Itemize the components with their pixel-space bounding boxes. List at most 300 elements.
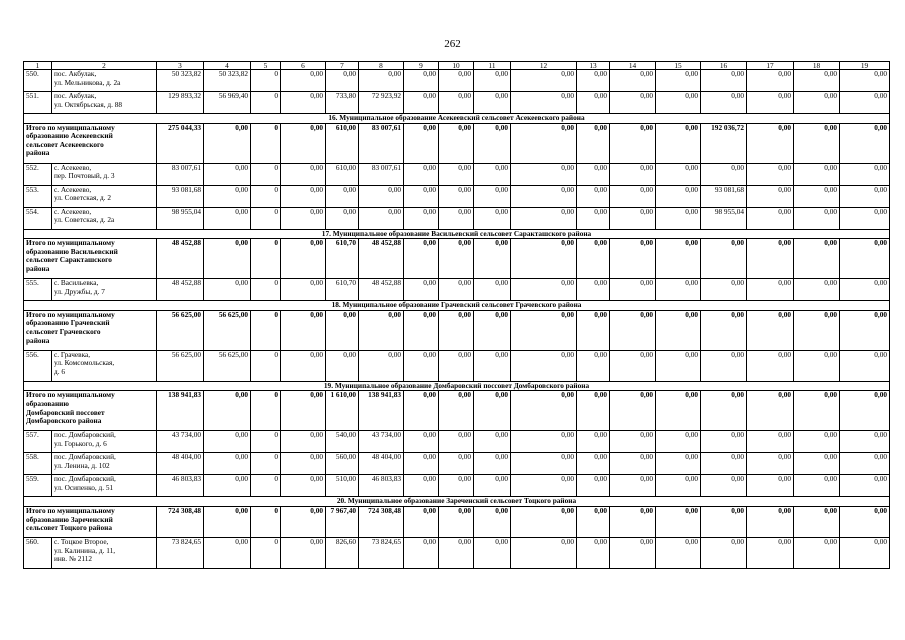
table-row (24, 185, 890, 207)
value-cell-col19: 0,00 (840, 506, 890, 537)
column-number-10: 10 (439, 62, 474, 70)
value-cell-col14: 0,00 (610, 207, 656, 229)
value-cell-col16: 0,00 (701, 163, 747, 185)
value-cell-col16: 0,00 (701, 70, 747, 92)
value-cell-col5: 0 (251, 391, 281, 431)
value-cell-col8: 724 308,48 (359, 506, 404, 537)
value-cell-col12: 0,00 (511, 92, 577, 114)
address-cell (52, 350, 157, 381)
value-cell-col15: 0,00 (656, 279, 701, 301)
value-cell-col8: 138 941,83 (359, 391, 404, 431)
value-cell-col7: 610,70 (326, 239, 359, 279)
register-table-body (24, 62, 890, 569)
value-cell-col14: 0,00 (610, 453, 656, 475)
address-line: Итого по муниципальному (26, 506, 115, 515)
value-cell-col16: 192 036,72 (701, 123, 747, 163)
value-cell-col15: 0,00 (656, 92, 701, 114)
value-cell-col13: 0,00 (577, 350, 610, 381)
value-cell-col16: 0,00 (701, 431, 747, 453)
value-cell-col9: 0,00 (404, 506, 439, 537)
value-cell-col7: 1 610,00 (326, 391, 359, 431)
column-number-16: 16 (701, 62, 747, 70)
value-cell-col7: 610,70 (326, 279, 359, 301)
page-number: 262 (444, 38, 461, 50)
value-cell-col19: 0,00 (840, 310, 890, 350)
address-line: образованию Асекеевский (26, 131, 113, 141)
row-index: 553. (24, 185, 52, 207)
value-cell-col8: 43 734,00 (359, 431, 404, 453)
value-cell-col6: 0,00 (281, 279, 326, 301)
address-line: образованию Васильевский (26, 246, 118, 256)
value-cell-col17: 0,00 (747, 92, 794, 114)
value-cell-col7: 510,00 (326, 475, 359, 497)
address-line: пос. Домбаровский, (54, 430, 116, 440)
value-cell-col8: 0,00 (359, 350, 404, 381)
value-cell-col18: 0,00 (794, 185, 840, 207)
subtotal-row (24, 391, 890, 431)
value-cell-col5: 0 (251, 70, 281, 92)
value-cell-col17: 0,00 (747, 431, 794, 453)
value-cell-col14: 0,00 (610, 185, 656, 207)
value-cell-col18: 0,00 (794, 207, 840, 229)
value-cell-col7: 0,00 (326, 310, 359, 350)
value-cell-col4: 0,00 (204, 391, 251, 431)
value-cell-col16: 0,00 (701, 350, 747, 381)
column-number-15: 15 (656, 62, 701, 70)
value-cell-col4: 0,00 (204, 506, 251, 537)
address-line: пос. Домбаровский, (54, 452, 116, 462)
value-cell-col3: 48 452,88 (157, 239, 204, 279)
value-cell-col14: 0,00 (610, 431, 656, 453)
value-cell-col14: 0,00 (610, 92, 656, 114)
value-cell-col10: 0,00 (439, 123, 474, 163)
table-row (24, 163, 890, 185)
value-cell-col15: 0,00 (656, 123, 701, 163)
value-cell-col4: 0,00 (204, 163, 251, 185)
table-row (24, 92, 890, 114)
value-cell-col3: 129 893,32 (157, 92, 204, 114)
value-cell-col11: 0,00 (474, 70, 511, 92)
value-cell-col12: 0,00 (511, 185, 577, 207)
address-line: Итого по муниципальному (26, 238, 115, 248)
value-cell-col11: 0,00 (474, 239, 511, 279)
value-cell-col10: 0,00 (439, 310, 474, 350)
value-cell-col4: 0,00 (204, 431, 251, 453)
value-cell-col6: 0,00 (281, 506, 326, 537)
subtotal-row (24, 123, 890, 163)
value-cell-col19: 0,00 (840, 239, 890, 279)
value-cell-col11: 0,00 (474, 350, 511, 381)
value-cell-col15: 0,00 (656, 350, 701, 381)
value-cell-col17: 0,00 (747, 391, 794, 431)
value-cell-col14: 0,00 (610, 279, 656, 301)
value-cell-col6: 0,00 (281, 123, 326, 163)
value-cell-col18: 0,00 (794, 391, 840, 431)
address-line: ул. Дружбы, д. 7 (54, 286, 105, 296)
value-cell-col14: 0,00 (610, 163, 656, 185)
address-cell (52, 475, 157, 497)
value-cell-col7: 733,80 (326, 92, 359, 114)
value-cell-col10: 0,00 (439, 279, 474, 301)
subtotal-label (24, 123, 157, 163)
value-cell-col10: 0,00 (439, 537, 474, 568)
address-line: сельсовет Тоцкого района (26, 523, 112, 533)
value-cell-col12: 0,00 (511, 537, 577, 568)
section-header-row (24, 381, 890, 391)
address-line: пер. Почтовый, д. 3 (54, 171, 115, 181)
value-cell-col6: 0,00 (281, 163, 326, 185)
value-cell-col16: 0,00 (701, 506, 747, 537)
section-title: 20. Муниципальное образование Зареченский сельсовет Тоцкого района (24, 497, 890, 507)
subtotal-label (24, 310, 157, 350)
value-cell-col16: 0,00 (701, 391, 747, 431)
address-line: ул. Калинина, д. 11, (54, 545, 116, 555)
value-cell-col18: 0,00 (794, 239, 840, 279)
table-row (24, 70, 890, 92)
value-cell-col12: 0,00 (511, 431, 577, 453)
value-cell-col3: 73 824,65 (157, 537, 204, 568)
value-cell-col19: 0,00 (840, 163, 890, 185)
address-line: ул. Ленина, д. 102 (54, 460, 110, 470)
value-cell-col15: 0,00 (656, 310, 701, 350)
value-cell-col4: 0,00 (204, 207, 251, 229)
value-cell-col7: 540,00 (326, 431, 359, 453)
value-cell-col19: 0,00 (840, 92, 890, 114)
table-row (24, 431, 890, 453)
value-cell-col18: 0,00 (794, 92, 840, 114)
value-cell-col13: 0,00 (577, 239, 610, 279)
address-line: с. Васильевка, (54, 278, 99, 288)
value-cell-col8: 48 452,88 (359, 239, 404, 279)
value-cell-col17: 0,00 (747, 475, 794, 497)
value-cell-col8: 48 404,00 (359, 453, 404, 475)
value-cell-col7: 0,00 (326, 185, 359, 207)
value-cell-col9: 0,00 (404, 92, 439, 114)
value-cell-col9: 0,00 (404, 163, 439, 185)
value-cell-col5: 0 (251, 453, 281, 475)
subtotal-label (24, 391, 157, 431)
value-cell-col3: 50 323,82 (157, 70, 204, 92)
address-cell (52, 279, 157, 301)
value-cell-col19: 0,00 (840, 537, 890, 568)
value-cell-col12: 0,00 (511, 279, 577, 301)
value-cell-col6: 0,00 (281, 185, 326, 207)
address-line: Итого по муниципальному (26, 123, 115, 132)
value-cell-col9: 0,00 (404, 431, 439, 453)
value-cell-col3: 275 044,33 (157, 123, 204, 163)
value-cell-col12: 0,00 (511, 453, 577, 475)
section-header-row (24, 229, 890, 239)
row-index: 555. (24, 279, 52, 301)
value-cell-col9: 0,00 (404, 310, 439, 350)
value-cell-col6: 0,00 (281, 239, 326, 279)
value-cell-col13: 0,00 (577, 475, 610, 497)
column-number-8: 8 (359, 62, 404, 70)
value-cell-col8: 0,00 (359, 70, 404, 92)
subtotal-row (24, 310, 890, 350)
section-title: 19. Муниципальное образование Домбаровский поссовет Домбаровского района (24, 381, 890, 391)
address-line: ул. Октябрьская, д. 88 (54, 99, 123, 109)
value-cell-col5: 0 (251, 92, 281, 114)
value-cell-col16: 0,00 (701, 453, 747, 475)
value-cell-col17: 0,00 (747, 537, 794, 568)
value-cell-col18: 0,00 (794, 506, 840, 537)
value-cell-col11: 0,00 (474, 431, 511, 453)
address-line: ул. Осипенко, д. 51 (54, 482, 114, 492)
address-cell (52, 431, 157, 453)
value-cell-col12: 0,00 (511, 506, 577, 537)
value-cell-col8: 72 923,92 (359, 92, 404, 114)
value-cell-col12: 0,00 (511, 123, 577, 163)
value-cell-col7: 560,00 (326, 453, 359, 475)
value-cell-col17: 0,00 (747, 239, 794, 279)
value-cell-col10: 0,00 (439, 431, 474, 453)
table-row (24, 453, 890, 475)
value-cell-col9: 0,00 (404, 70, 439, 92)
table-row (24, 207, 890, 229)
value-cell-col10: 0,00 (439, 350, 474, 381)
value-cell-col15: 0,00 (656, 537, 701, 568)
value-cell-col18: 0,00 (794, 453, 840, 475)
value-cell-col11: 0,00 (474, 537, 511, 568)
value-cell-col4: 56 625,00 (204, 350, 251, 381)
address-line: сельсовет Грачевского (26, 326, 101, 336)
value-cell-col5: 0 (251, 239, 281, 279)
value-cell-col11: 0,00 (474, 310, 511, 350)
value-cell-col8: 0,00 (359, 207, 404, 229)
value-cell-col5: 0 (251, 123, 281, 163)
value-cell-col16: 0,00 (701, 537, 747, 568)
column-number-11: 11 (474, 62, 511, 70)
column-number-7: 7 (326, 62, 359, 70)
value-cell-col11: 0,00 (474, 506, 511, 537)
row-index: 557. (24, 431, 52, 453)
value-cell-col19: 0,00 (840, 431, 890, 453)
value-cell-col9: 0,00 (404, 453, 439, 475)
register-table (23, 61, 890, 569)
value-cell-col11: 0,00 (474, 475, 511, 497)
value-cell-col13: 0,00 (577, 310, 610, 350)
value-cell-col18: 0,00 (794, 431, 840, 453)
address-cell (52, 163, 157, 185)
address-cell (52, 207, 157, 229)
value-cell-col4: 56 625,00 (204, 310, 251, 350)
value-cell-col19: 0,00 (840, 350, 890, 381)
value-cell-col17: 0,00 (747, 350, 794, 381)
value-cell-col5: 0 (251, 350, 281, 381)
address-line: Итого по муниципальному (26, 310, 115, 319)
subtotal-label (24, 239, 157, 279)
value-cell-col8: 46 803,83 (359, 475, 404, 497)
section-title: 16. Муниципальное образование Асекеевский сельсовет Асекеевского района (24, 114, 890, 124)
column-number-4: 4 (204, 62, 251, 70)
value-cell-col18: 0,00 (794, 279, 840, 301)
address-line: пос. Акбулак, (54, 91, 97, 100)
value-cell-col17: 0,00 (747, 185, 794, 207)
value-cell-col4: 0,00 (204, 475, 251, 497)
value-cell-col18: 0,00 (794, 350, 840, 381)
value-cell-col19: 0,00 (840, 70, 890, 92)
table-row (24, 537, 890, 568)
address-line: Итого по муниципальному (26, 390, 115, 400)
value-cell-col19: 0,00 (840, 453, 890, 475)
value-cell-col10: 0,00 (439, 506, 474, 537)
value-cell-col4: 0,00 (204, 537, 251, 568)
value-cell-col15: 0,00 (656, 239, 701, 279)
value-cell-col14: 0,00 (610, 391, 656, 431)
value-cell-col10: 0,00 (439, 239, 474, 279)
value-cell-col13: 0,00 (577, 431, 610, 453)
value-cell-col7: 0,00 (326, 207, 359, 229)
value-cell-col6: 0,00 (281, 310, 326, 350)
value-cell-col7: 0,00 (326, 350, 359, 381)
table-row (24, 475, 890, 497)
value-cell-col18: 0,00 (794, 163, 840, 185)
value-cell-col15: 0,00 (656, 391, 701, 431)
value-cell-col5: 0 (251, 310, 281, 350)
value-cell-col17: 0,00 (747, 506, 794, 537)
address-line: ул. Горького, д. 6 (54, 438, 107, 448)
value-cell-col19: 0,00 (840, 391, 890, 431)
column-number-3: 3 (157, 62, 204, 70)
address-line: района (26, 263, 50, 273)
value-cell-col12: 0,00 (511, 475, 577, 497)
address-cell (52, 92, 157, 114)
value-cell-col15: 0,00 (656, 475, 701, 497)
address-line: ул. Комсомольская, (54, 358, 115, 368)
address-line: инв. № 2112 (54, 554, 93, 564)
value-cell-col15: 0,00 (656, 506, 701, 537)
value-cell-col3: 98 955,04 (157, 207, 204, 229)
value-cell-col14: 0,00 (610, 310, 656, 350)
value-cell-col3: 43 734,00 (157, 431, 204, 453)
address-line: района (26, 148, 50, 158)
value-cell-col17: 0,00 (747, 279, 794, 301)
value-cell-col12: 0,00 (511, 391, 577, 431)
section-header-row (24, 497, 890, 507)
value-cell-col4: 0,00 (204, 453, 251, 475)
column-number-12: 12 (511, 62, 577, 70)
value-cell-col13: 0,00 (577, 123, 610, 163)
value-cell-col12: 0,00 (511, 207, 577, 229)
section-title: 17. Муниципальное образование Васильевский сельсовет Саракташского района (24, 229, 890, 239)
value-cell-col14: 0,00 (610, 537, 656, 568)
column-number-13: 13 (577, 62, 610, 70)
value-cell-col18: 0,00 (794, 123, 840, 163)
value-cell-col10: 0,00 (439, 391, 474, 431)
value-cell-col17: 0,00 (747, 123, 794, 163)
column-number-5: 5 (251, 62, 281, 70)
value-cell-col8: 73 824,65 (359, 537, 404, 568)
value-cell-col12: 0,00 (511, 163, 577, 185)
value-cell-col13: 0,00 (577, 506, 610, 537)
value-cell-col9: 0,00 (404, 207, 439, 229)
value-cell-col7: 7 967,40 (326, 506, 359, 537)
value-cell-col11: 0,00 (474, 279, 511, 301)
value-cell-col5: 0 (251, 506, 281, 537)
row-index: 556. (24, 350, 52, 381)
subtotal-row (24, 506, 890, 537)
value-cell-col18: 0,00 (794, 70, 840, 92)
value-cell-col4: 0,00 (204, 239, 251, 279)
value-cell-col12: 0,00 (511, 239, 577, 279)
address-line: образованию Зареченский (26, 514, 113, 524)
address-line: с. Асекеево, (54, 207, 92, 216)
value-cell-col6: 0,00 (281, 70, 326, 92)
value-cell-col6: 0,00 (281, 350, 326, 381)
row-index: 550. (24, 70, 52, 92)
value-cell-col3: 48 452,88 (157, 279, 204, 301)
value-cell-col9: 0,00 (404, 475, 439, 497)
value-cell-col19: 0,00 (840, 185, 890, 207)
value-cell-col11: 0,00 (474, 123, 511, 163)
value-cell-col15: 0,00 (656, 163, 701, 185)
value-cell-col12: 0,00 (511, 70, 577, 92)
column-number-1: 1 (24, 62, 52, 70)
value-cell-col6: 0,00 (281, 537, 326, 568)
address-line: сельсовет Саракташского (26, 255, 112, 265)
value-cell-col9: 0,00 (404, 279, 439, 301)
value-cell-col4: 50 323,82 (204, 70, 251, 92)
value-cell-col8: 48 452,88 (359, 279, 404, 301)
value-cell-col7: 826,60 (326, 537, 359, 568)
value-cell-col18: 0,00 (794, 537, 840, 568)
address-line: Домбаровского района (26, 416, 102, 426)
value-cell-col13: 0,00 (577, 70, 610, 92)
value-cell-col13: 0,00 (577, 279, 610, 301)
value-cell-col19: 0,00 (840, 207, 890, 229)
section-title: 18. Муниципальное образование Грачевский сельсовет Грачевского района (24, 301, 890, 311)
value-cell-col5: 0 (251, 431, 281, 453)
value-cell-col11: 0,00 (474, 391, 511, 431)
value-cell-col9: 0,00 (404, 185, 439, 207)
value-cell-col4: 0,00 (204, 279, 251, 301)
value-cell-col17: 0,00 (747, 310, 794, 350)
address-line: образованию Грачевский (26, 318, 110, 328)
value-cell-col3: 138 941,83 (157, 391, 204, 431)
address-line: с. Грачевка, (54, 350, 91, 359)
value-cell-col3: 48 404,00 (157, 453, 204, 475)
value-cell-col10: 0,00 (439, 207, 474, 229)
value-cell-col6: 0,00 (281, 207, 326, 229)
value-cell-col15: 0,00 (656, 431, 701, 453)
value-cell-col16: 0,00 (701, 279, 747, 301)
column-number-19: 19 (840, 62, 890, 70)
value-cell-col14: 0,00 (610, 123, 656, 163)
value-cell-col6: 0,00 (281, 431, 326, 453)
value-cell-col12: 0,00 (511, 350, 577, 381)
value-cell-col5: 0 (251, 163, 281, 185)
value-cell-col10: 0,00 (439, 475, 474, 497)
address-line: с. Асекеево, (54, 185, 92, 194)
value-cell-col10: 0,00 (439, 453, 474, 475)
value-cell-col3: 83 007,61 (157, 163, 204, 185)
value-cell-col18: 0,00 (794, 475, 840, 497)
value-cell-col13: 0,00 (577, 207, 610, 229)
value-cell-col16: 0,00 (701, 92, 747, 114)
subtotal-label (24, 506, 157, 537)
value-cell-col11: 0,00 (474, 453, 511, 475)
value-cell-col16: 0,00 (701, 239, 747, 279)
address-line: д. 6 (54, 366, 66, 376)
row-index: 558. (24, 453, 52, 475)
value-cell-col4: 0,00 (204, 123, 251, 163)
value-cell-col11: 0,00 (474, 185, 511, 207)
column-number-14: 14 (610, 62, 656, 70)
value-cell-col16: 0,00 (701, 310, 747, 350)
value-cell-col17: 0,00 (747, 70, 794, 92)
row-index: 559. (24, 475, 52, 497)
